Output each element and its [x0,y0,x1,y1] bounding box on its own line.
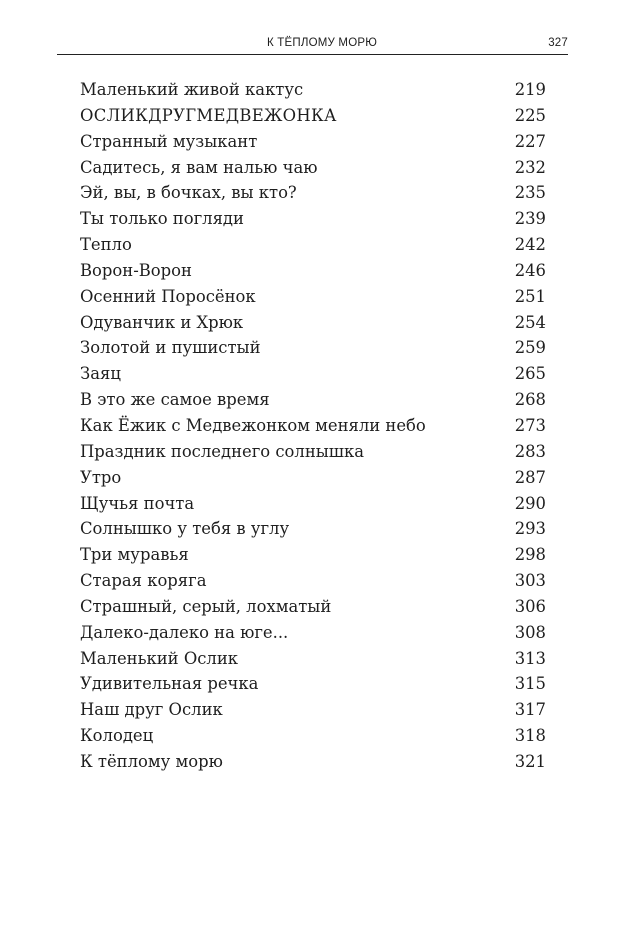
toc-entry-title: Наш друг Ослик [80,700,223,720]
toc-entry [80,232,546,258]
toc-entry [80,77,546,103]
toc-entry [80,516,546,542]
toc-entry-title: Эй, вы, в бочках, вы кто? [80,183,297,203]
toc-entry-title: Маленький Ослик [80,648,239,668]
toc-entry [80,542,546,568]
toc-entry-page: 235 [514,183,546,203]
running-header [57,34,568,55]
toc-entry-title: Три муравья [80,545,189,565]
toc-entry-title: Золотой и пушистый [80,338,261,358]
toc-entry [80,258,546,284]
toc-entry-page: 273 [514,415,546,435]
toc-entry-page: 225 [514,105,546,125]
toc-entry-title: Садитесь, я вам налью чаю [80,157,318,177]
toc-entry [80,180,546,206]
toc-entry [80,310,546,336]
toc-entry-title: В это же самое время [80,390,270,410]
toc-entry-title: Ты только погляди [80,209,244,229]
toc-entry-page: 283 [514,441,546,461]
toc-entry [80,361,546,387]
toc-entry-page: 239 [514,209,546,229]
toc-entry-page: 308 [514,622,546,642]
toc-entry-page: 317 [514,700,546,720]
toc-entry [80,103,546,129]
toc-entry [80,413,546,439]
toc-entry-title: Колодец [80,726,154,746]
toc-entry-page: 315 [514,674,546,694]
toc-entry-page: 290 [514,493,546,513]
toc-entry-page: 219 [514,80,546,99]
toc-entry-page: 306 [514,596,546,616]
toc-entry-page: 293 [514,519,546,539]
toc-entry [80,284,546,310]
toc-entry-page: 242 [514,235,546,255]
toc-entry-title: Утро [80,467,122,487]
toc-entry [80,155,546,181]
toc-entry-title: Маленький живой кактус [80,80,304,99]
toc-entry-page: 287 [514,467,546,487]
toc-entry-page: 265 [514,364,546,384]
toc-entry-title: Страшный, серый, лохматый [80,596,332,616]
toc-entry [80,697,546,723]
toc-entry [80,335,546,361]
toc-entry [80,749,546,775]
toc-entry-page: 318 [514,726,546,746]
toc-entry [80,387,546,413]
toc-entry-title: ОСЛИКДРУГМЕДВЕЖОНКА [80,105,337,125]
toc-entry-title: Старая коряга [80,571,207,591]
toc-entry-page: 298 [514,545,546,565]
toc-entry [80,723,546,749]
table-of-contents [80,77,546,775]
toc-entry-page: 251 [514,286,546,306]
toc-entry-title: Удивительная речка [80,674,259,694]
toc-entry-title: Заяц [80,364,121,384]
toc-entry-title: Ворон-Ворон [80,260,192,280]
toc-entry [80,620,546,646]
toc-entry-title: Как Ёжик с Медвежонком меняли небо [80,415,426,435]
toc-entry-title: Далеко-далеко на юге... [80,622,289,642]
page-number: 327 [548,37,568,49]
toc-entry-page: 321 [514,751,546,771]
toc-entry-page: 232 [514,157,546,177]
toc-entry-title: Осенний Поросёнок [80,286,256,306]
toc-entry [80,646,546,672]
toc-entry-title: Странный музыкант [80,131,258,151]
running-header-title: К ТЁПЛОМУ МОРЮ [267,37,378,49]
toc-entry-page: 254 [514,312,546,332]
toc-entry-title: Щучья почта [80,493,195,513]
toc-entry-title: Праздник последнего солнышка [80,441,365,461]
toc-entry-page: 313 [514,648,546,668]
toc-entry-page: 303 [514,571,546,591]
toc-entry-title: Одуванчик и Хрюк [80,312,244,332]
toc-entry [80,671,546,697]
toc-entry-title: К тёплому морю [80,751,223,771]
toc-entry [80,594,546,620]
toc-entry [80,439,546,465]
toc-entry-page: 246 [514,260,546,280]
toc-entry-title: Тепло [80,235,132,255]
toc-entry-title: Солнышко у тебя в углу [80,519,290,539]
toc-entry [80,206,546,232]
toc-entry [80,491,546,517]
toc-entry-page: 259 [514,338,546,358]
toc-entry-page: 268 [514,390,546,410]
toc-entry [80,568,546,594]
toc-entry [80,465,546,491]
toc-entry-page: 227 [514,131,546,151]
toc-entry [80,129,546,155]
